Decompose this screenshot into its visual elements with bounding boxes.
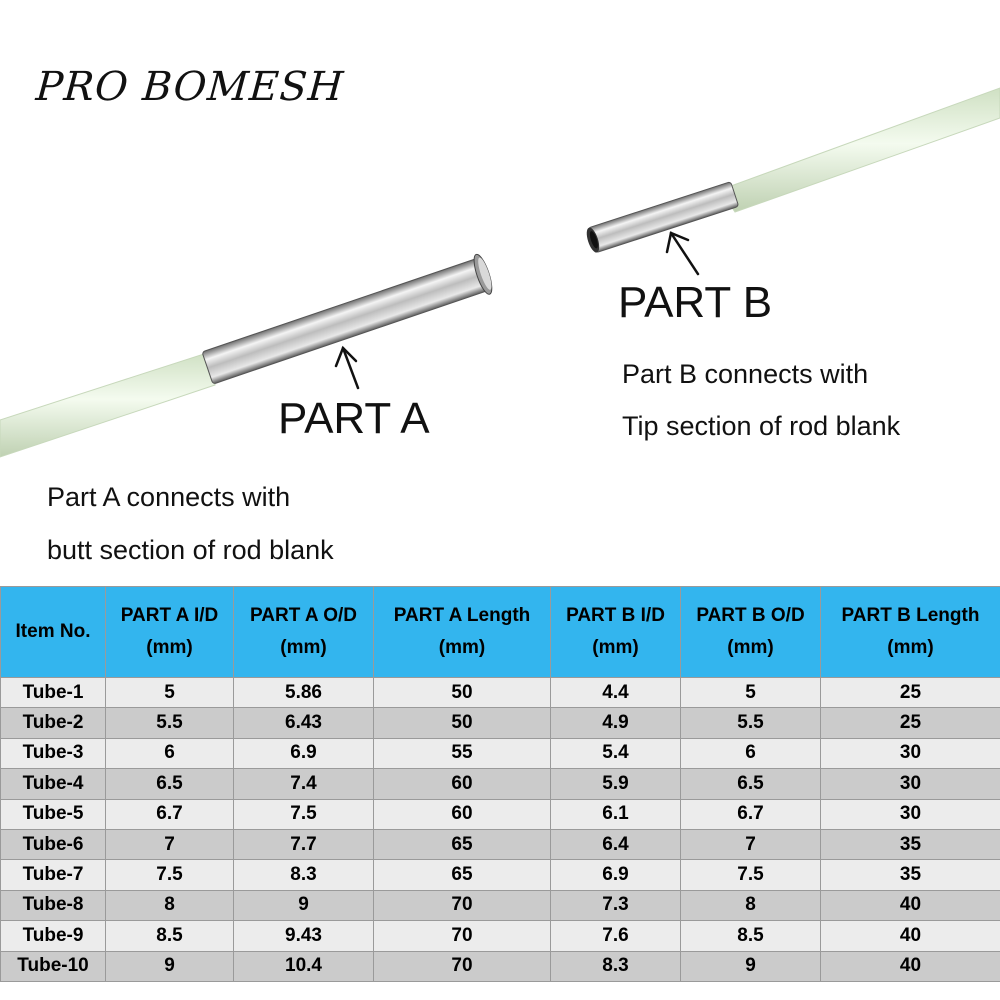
table-row <box>1 951 1000 981</box>
column-header <box>551 587 681 678</box>
column-header-text: (mm) <box>887 637 934 658</box>
table-row <box>1 890 1000 920</box>
table-cell: 70 <box>374 951 551 981</box>
table-cell: 6.5 <box>681 769 821 799</box>
table-cell: 6.9 <box>234 738 374 768</box>
brand-logo-text: PRO BOMESH <box>34 64 346 110</box>
table-cell: 6 <box>681 738 821 768</box>
table-cell: 7.5 <box>681 860 821 890</box>
part-a-description-line1: Part A connects with <box>47 482 291 512</box>
table-cell: 7.5 <box>106 860 234 890</box>
column-header-text: PART A I/D <box>120 605 219 626</box>
table-cell: 8 <box>681 890 821 920</box>
table-row <box>1 829 1000 859</box>
column-header-text: (mm) <box>280 637 327 658</box>
table-cell: 7.5 <box>234 799 374 829</box>
table-cell: 65 <box>374 829 551 859</box>
table-cell: 30 <box>821 738 1000 768</box>
table-cell: 8 <box>106 890 234 920</box>
arrow-part-a-icon <box>336 348 358 388</box>
column-header-text: PART A O/D <box>250 605 357 626</box>
table-cell: 35 <box>821 829 1000 859</box>
column-header-text: (mm) <box>146 637 193 658</box>
column-header-text: PART B I/D <box>566 605 665 626</box>
table-cell: 6 <box>106 738 234 768</box>
item-number-cell: Tube-8 <box>1 890 106 920</box>
table-row <box>1 921 1000 951</box>
table-cell: 8.5 <box>106 921 234 951</box>
table-cell: 30 <box>821 769 1000 799</box>
rod-butt-section <box>0 352 215 457</box>
table-cell: 9 <box>681 951 821 981</box>
table-cell: 6.4 <box>551 829 681 859</box>
table-cell: 55 <box>374 738 551 768</box>
table-cell: 6.7 <box>106 799 234 829</box>
spec-table-body <box>1 678 1000 982</box>
table-cell: 5.86 <box>234 678 374 708</box>
table-cell: 6.7 <box>681 799 821 829</box>
table-cell: 6.9 <box>551 860 681 890</box>
column-header-text: PART B O/D <box>696 605 805 626</box>
table-cell: 25 <box>821 708 1000 738</box>
part-b-tube <box>584 182 738 254</box>
table-cell: 7.7 <box>234 829 374 859</box>
table-cell: 8.3 <box>234 860 374 890</box>
table-row <box>1 678 1000 708</box>
column-header <box>106 587 234 678</box>
table-cell: 60 <box>374 769 551 799</box>
table-cell: 5 <box>106 678 234 708</box>
table-row <box>1 769 1000 799</box>
column-header <box>374 587 551 678</box>
header-row <box>1 587 1000 678</box>
table-cell: 7.6 <box>551 921 681 951</box>
table-cell: 65 <box>374 860 551 890</box>
table-cell: 4.9 <box>551 708 681 738</box>
table-cell: 10.4 <box>234 951 374 981</box>
table-cell: 9.43 <box>234 921 374 951</box>
table-cell: 5.5 <box>681 708 821 738</box>
table-cell: 70 <box>374 921 551 951</box>
table-cell: 8.5 <box>681 921 821 951</box>
column-header <box>234 587 374 678</box>
item-number-cell: Tube-3 <box>1 738 106 768</box>
table-row <box>1 708 1000 738</box>
column-header <box>681 587 821 678</box>
rod-tip-section <box>720 88 1000 212</box>
part-a-tube <box>201 253 496 388</box>
item-number-cell: Tube-9 <box>1 921 106 951</box>
table-cell: 25 <box>821 678 1000 708</box>
arrow-part-b-icon <box>667 233 698 274</box>
table-cell: 8.3 <box>551 951 681 981</box>
item-number-cell: Tube-10 <box>1 951 106 981</box>
part-a-label: PART A <box>278 394 430 443</box>
part-a-description-line2: butt section of rod blank <box>47 535 334 565</box>
table-cell: 35 <box>821 860 1000 890</box>
item-number-cell: Tube-6 <box>1 829 106 859</box>
table-cell: 5 <box>681 678 821 708</box>
table-cell: 9 <box>106 951 234 981</box>
spec-table-header <box>1 587 1000 678</box>
column-header-text: PART A Length <box>393 605 531 626</box>
part-b-description-line1: Part B connects with <box>622 359 869 389</box>
table-cell: 6.5 <box>106 769 234 799</box>
item-number-cell: Tube-1 <box>1 678 106 708</box>
table-cell: 30 <box>821 799 1000 829</box>
spec-table <box>0 586 1000 982</box>
item-number-cell: Tube-7 <box>1 860 106 890</box>
column-header <box>821 587 1000 678</box>
table-cell: 40 <box>821 921 1000 951</box>
table-cell: 9 <box>234 890 374 920</box>
table-cell: 60 <box>374 799 551 829</box>
table-cell: 7.4 <box>234 769 374 799</box>
table-cell: 70 <box>374 890 551 920</box>
column-header-text: PART B Length <box>841 605 980 626</box>
table-cell: 7.3 <box>551 890 681 920</box>
part-b-description-line2: Tip section of rod blank <box>622 411 901 441</box>
table-cell: 6.1 <box>551 799 681 829</box>
table-row <box>1 799 1000 829</box>
table-cell: 50 <box>374 708 551 738</box>
table-cell: 7 <box>106 829 234 859</box>
table-row <box>1 738 1000 768</box>
item-number-cell: Tube-4 <box>1 769 106 799</box>
table-cell: 5.4 <box>551 738 681 768</box>
table-cell: 4.4 <box>551 678 681 708</box>
column-header-text: (mm) <box>592 637 639 658</box>
column-header-text: (mm) <box>727 637 774 658</box>
table-cell: 6.43 <box>234 708 374 738</box>
column-header <box>1 587 106 678</box>
table-cell: 7 <box>681 829 821 859</box>
column-header-text: (mm) <box>438 637 486 658</box>
table-cell: 50 <box>374 678 551 708</box>
part-b-label: PART B <box>618 278 773 327</box>
table-cell: 40 <box>821 951 1000 981</box>
table-cell: 5.9 <box>551 769 681 799</box>
table-row <box>1 860 1000 890</box>
item-number-cell: Tube-5 <box>1 799 106 829</box>
table-cell: 40 <box>821 890 1000 920</box>
column-header-text: Item No. <box>15 621 91 642</box>
table-cell: 5.5 <box>106 708 234 738</box>
item-number-cell: Tube-2 <box>1 708 106 738</box>
